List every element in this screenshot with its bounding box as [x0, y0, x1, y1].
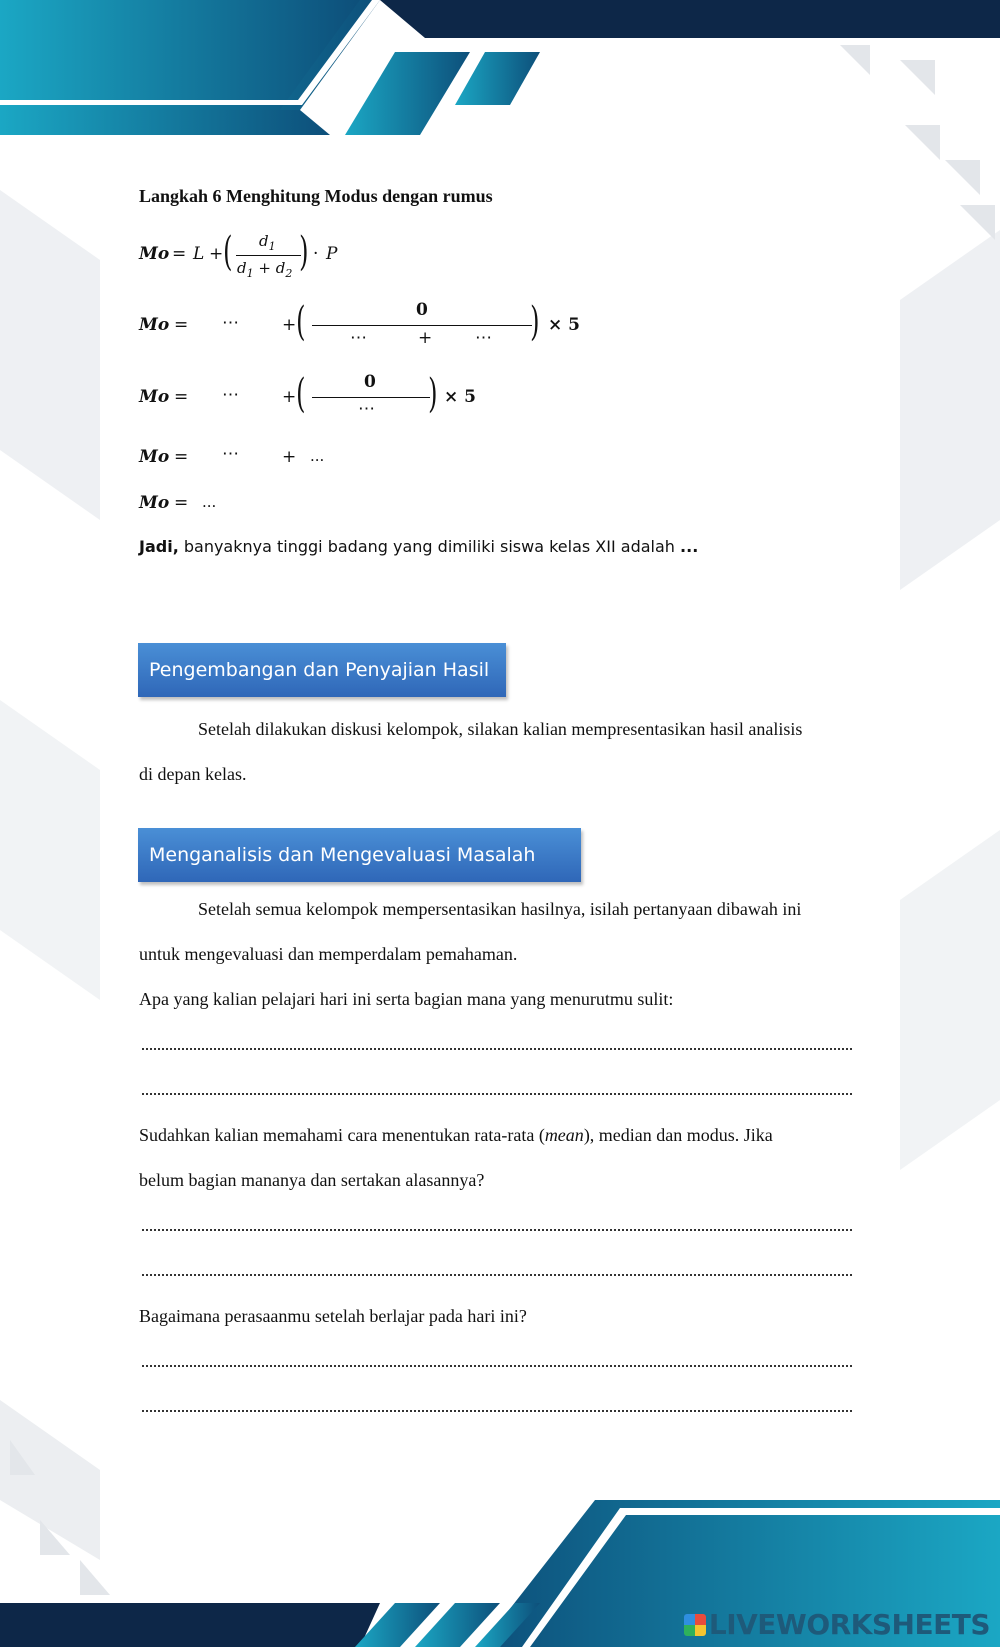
blank-d1: ⋯ — [350, 328, 367, 348]
blank-L: ⋯ — [222, 313, 239, 333]
section2-paragraph-line1: Setelah semua kelompok mempersentasikan hasilnya, isilah pertanyaan dibawah ini — [198, 899, 802, 919]
times-five: × 5 — [548, 315, 580, 335]
liveworksheets-logo[interactable] — [684, 1608, 990, 1641]
mean-term: mean — [544, 1125, 584, 1145]
section1-paragraph-line1: Setelah dilakukan diskusi kelompok, silakan kalian mempresentasikan hasil analisis — [198, 719, 803, 739]
L-symbol: L — [193, 244, 205, 264]
liveworksheets-logo-icon — [684, 1614, 706, 1636]
plus-sign: + — [418, 328, 433, 348]
question-1: Apa yang kalian pelajari hari ini serta bagian mana yang menurutmu sulit: — [139, 989, 674, 1009]
plus-sign: + — [282, 315, 297, 335]
answer-line-q1-1[interactable] — [142, 1046, 852, 1050]
answer-line-q2-2[interactable] — [142, 1272, 852, 1276]
equals-sign: = — [174, 447, 189, 467]
fraction-bar — [312, 325, 532, 326]
jadi-label: Jadi, — [139, 537, 179, 556]
blank-result: ... — [202, 493, 217, 511]
answer-line-q3-1[interactable] — [142, 1363, 852, 1367]
P-symbol: P — [326, 244, 338, 264]
plus-sign: + — [282, 447, 297, 467]
mo-symbol: Mo — [139, 447, 170, 467]
d1-numerator: $d_1$ — [259, 232, 276, 253]
numerator-zero: 0 — [364, 372, 376, 392]
logo-text: LIVEWORKSHEETS — [708, 1608, 990, 1641]
conclusion-blank: ... — [680, 537, 699, 556]
numerator-zero: 0 — [416, 300, 428, 320]
blank-value: ... — [310, 447, 325, 465]
left-paren: ( — [296, 371, 306, 417]
blank-L: ⋯ — [222, 385, 239, 405]
equals-sign: = — [172, 244, 187, 264]
question-2-line1: Sudahkan kalian memahami cara menentukan rata-rata (mean), median dan modus. Jika — [139, 1125, 773, 1145]
conclusion-line — [139, 537, 698, 556]
d1-plus-d2-denominator: $d_1 + d_2$ — [237, 259, 293, 280]
dot-operator: · — [313, 244, 319, 264]
equals-sign: = — [174, 387, 189, 407]
answer-line-q2-1[interactable] — [142, 1227, 852, 1231]
left-paren: ( — [223, 229, 233, 275]
mo-symbol: Mo — [139, 315, 170, 335]
section1-paragraph-line2: di depan kelas. — [139, 764, 247, 784]
section2-paragraph-line2: untuk mengevaluasi dan memperdalam pemahaman. — [139, 944, 518, 964]
question-3: Bagaimana perasaanmu setelah berlajar pada hari ini? — [139, 1306, 527, 1326]
conclusion-text: banyaknya tinggi badang yang dimiliki siswa kelas XII adalah — [183, 537, 675, 556]
blank-L: ⋯ — [222, 444, 239, 464]
left-paren: ( — [296, 299, 306, 345]
right-paren: ) — [428, 371, 438, 417]
step-heading: Langkah 6 Menghitung Modus dengan rumus — [139, 186, 493, 206]
fraction-bar — [312, 397, 430, 398]
times-five: × 5 — [444, 387, 476, 407]
mo-symbol: Mo — [139, 387, 170, 407]
answer-line-q1-2[interactable] — [142, 1091, 852, 1095]
section-banner-menganalisis: Menganalisis dan Mengevaluasi Masalah — [138, 828, 581, 882]
right-paren: ) — [530, 299, 540, 345]
blank-d2: ⋯ — [475, 328, 492, 348]
mo-symbol: Mo — [139, 244, 170, 264]
right-paren: ) — [299, 229, 309, 275]
equals-sign: = — [174, 315, 189, 335]
section-banner-pengembangan: Pengembangan dan Penyajian Hasil — [138, 643, 506, 697]
fraction-bar — [236, 255, 301, 256]
plus-sign: + — [282, 387, 297, 407]
question-2-line2: belum bagian mananya dan sertakan alasannya? — [139, 1170, 485, 1190]
mo-symbol: Mo — [139, 493, 170, 513]
answer-line-q3-2[interactable] — [142, 1408, 852, 1412]
plus-sign: + — [209, 244, 224, 264]
blank-denominator: ⋯ — [358, 399, 375, 419]
equals-sign: = — [174, 493, 189, 513]
